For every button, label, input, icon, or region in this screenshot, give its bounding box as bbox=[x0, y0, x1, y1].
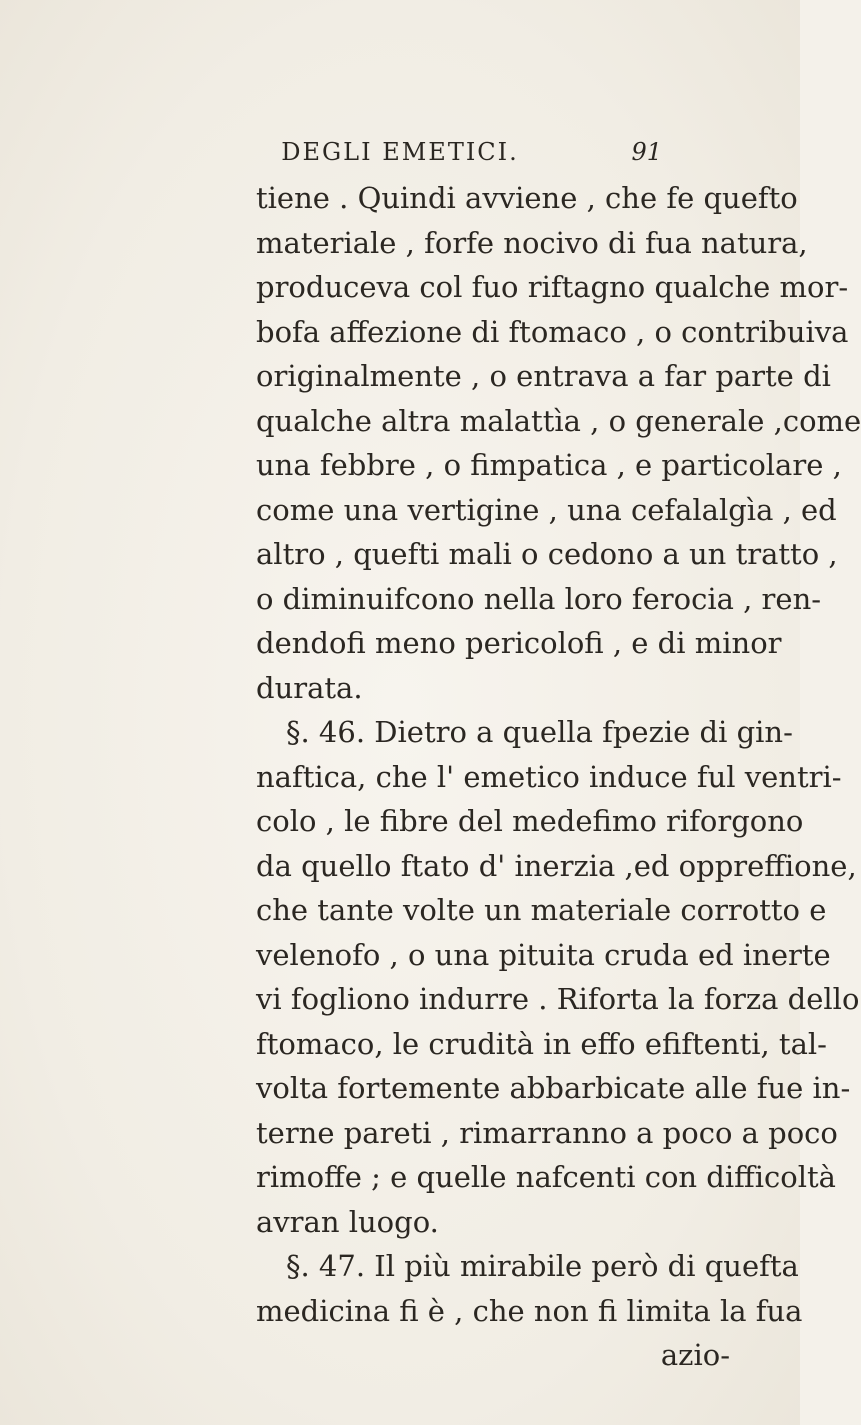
page-header bbox=[0, 132, 800, 172]
text-line: da quello ftato d' inerzia ,ed oppreffione, bbox=[256, 848, 857, 883]
text-line: altro , quefti mali o cedono a un tratto , bbox=[256, 537, 838, 571]
text-line: una febbre , o fimpatica , e particolare , bbox=[256, 448, 842, 482]
text-line: dendofi meno pericolofi , e di minor bbox=[256, 626, 782, 660]
text-line: ftomaco, le crudità in effo efiftenti, tal- bbox=[256, 1026, 827, 1061]
text-line: terne pareti , rimarranno a poco a poco bbox=[256, 1115, 838, 1150]
text-line: volta fortemente abbarbicate alle fue in- bbox=[256, 1071, 851, 1105]
text-line: colo , le fibre del medefimo riforgono bbox=[256, 804, 804, 838]
text-line: qualche altra malattìa , o generale ,come bbox=[256, 403, 861, 438]
text-line: medicina fi è , che non fi limita la fua bbox=[256, 1293, 803, 1328]
text-line: o diminuifcono nella loro ferocia , ren- bbox=[256, 581, 822, 616]
text-line: materiale , forfe nocivo di fua natura, bbox=[256, 225, 808, 260]
running-head: DEGLI EMETICI. bbox=[281, 138, 519, 166]
section-start-46: §. 46. Dietro a quella fpezie di gin- bbox=[286, 715, 793, 749]
text-line: produceva col fuo riftagno qualche mor- bbox=[256, 270, 849, 304]
text-line: avran luogo. bbox=[256, 1204, 439, 1239]
page-number: 91 bbox=[631, 138, 662, 166]
text-line: originalmente , o entrava a far parte di bbox=[256, 359, 831, 393]
body-text bbox=[256, 176, 861, 1378]
text-line: come una vertigine , una cefalalgìa , ed bbox=[256, 492, 837, 527]
text-line: bofa affezione di ftomaco , o contribuiva bbox=[256, 314, 849, 349]
text-line: tiene . Quindi avviene , che fe quefto bbox=[256, 181, 798, 215]
section-start-47: §. 47. Il più mirabile però di quefta bbox=[286, 1249, 799, 1283]
text-line: naftica, che l' emetico induce ful ventri- bbox=[256, 759, 842, 794]
catchword: azio- bbox=[660, 1338, 730, 1372]
text-line: che tante volte un materiale corrotto e bbox=[256, 893, 827, 927]
text-line: velenofo , o una pituita cruda ed inerte bbox=[256, 937, 831, 972]
text-line: rimoffe ; e quelle nafcenti con difficoltà bbox=[256, 1160, 836, 1194]
text-line: vi fogliono indurre . Riforta la forza dello bbox=[256, 982, 860, 1016]
text-line: durata. bbox=[256, 670, 363, 705]
